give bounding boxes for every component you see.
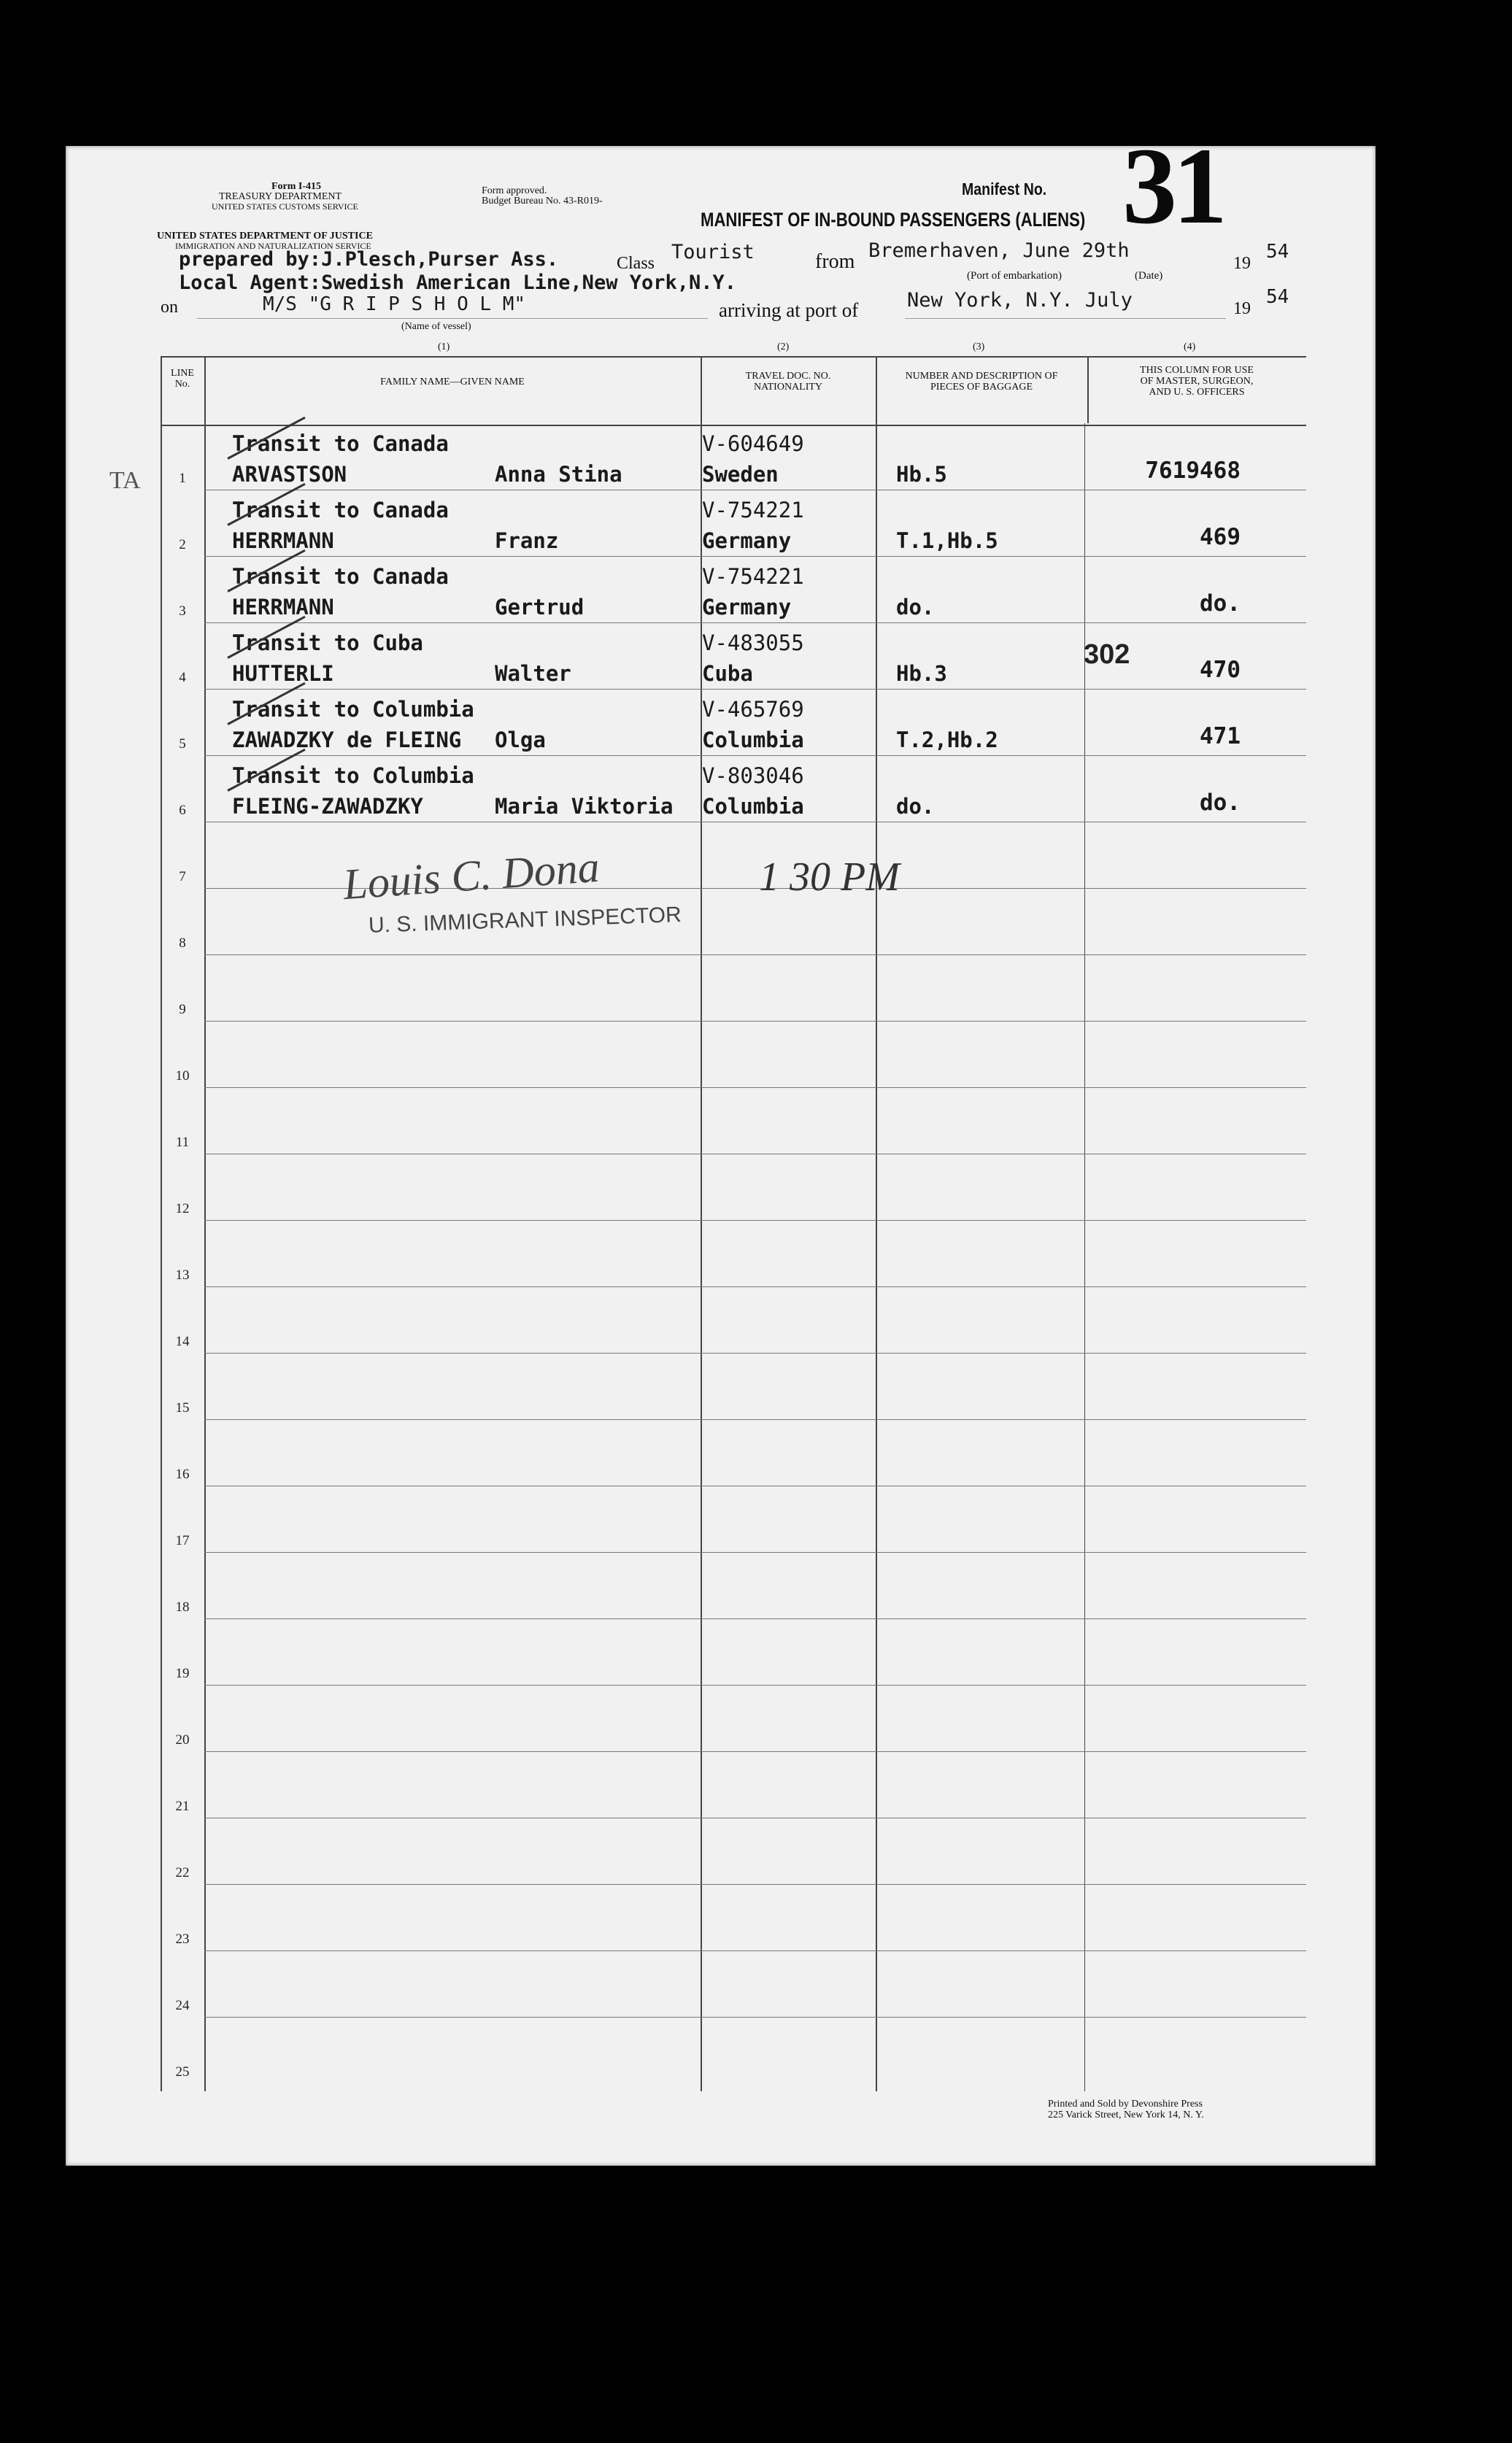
col-num-1: (1) xyxy=(438,341,450,352)
family-name: ZAWADZKY de FLEING xyxy=(232,728,462,752)
line-number: 24 xyxy=(175,1998,190,2013)
travel-doc-number: V-754221 xyxy=(702,498,804,522)
col-num-2: (2) xyxy=(777,341,790,352)
nationality: Germany xyxy=(702,595,792,620)
transit-note: Transit to Columbia xyxy=(232,763,474,788)
nationality: Columbia xyxy=(702,728,804,752)
given-name: Gertrud xyxy=(495,595,585,620)
nationality: Sweden xyxy=(702,462,779,487)
transit-note: Transit to Canada xyxy=(232,431,449,456)
line-number: 9 xyxy=(179,1002,186,1017)
officer-note: do. xyxy=(1200,790,1241,816)
line-number: 3 xyxy=(179,603,186,619)
baggage: do. xyxy=(896,794,935,819)
header-travel-doc: TRAVEL DOC. NO. NATIONALITY xyxy=(745,371,831,393)
printer-line-1: Printed and Sold by Devonshire Press xyxy=(1048,2099,1203,2110)
header-line-no: LINE No. xyxy=(171,368,194,390)
officer-mark: 302 xyxy=(1084,639,1130,670)
line-number: 2 xyxy=(179,537,186,552)
from-label: from xyxy=(815,250,855,273)
row-divider xyxy=(204,1419,1306,1420)
family-name: FLEING-ZAWADZKY xyxy=(232,794,423,819)
row-divider xyxy=(204,1751,1306,1752)
row-divider xyxy=(204,1353,1306,1354)
line-number: 23 xyxy=(175,1931,190,1947)
nationality: Cuba xyxy=(702,661,753,686)
line-number: 25 xyxy=(175,2064,190,2080)
header-name: FAMILY NAME—GIVEN NAME xyxy=(380,377,525,387)
line-number: 11 xyxy=(175,1135,190,1150)
vessel-name: M/S "G R I P S H O L M" xyxy=(263,293,526,315)
row-divider xyxy=(204,954,1306,955)
row-divider xyxy=(204,755,1306,756)
given-name: Anna Stina xyxy=(495,462,622,487)
form-approved: Form approved. xyxy=(482,185,547,196)
margin-note: TA xyxy=(109,467,141,494)
line-number: 10 xyxy=(175,1068,190,1084)
travel-doc-number: V-604649 xyxy=(702,431,804,456)
row-divider xyxy=(204,1618,1306,1619)
line-number: 19 xyxy=(175,1666,190,1681)
line-number: 17 xyxy=(175,1533,190,1548)
line-number: 13 xyxy=(175,1267,190,1283)
inspector-signature: Louis C. Dona xyxy=(342,842,601,909)
line-number: 7 xyxy=(179,869,186,884)
row-divider xyxy=(204,1087,1306,1088)
line-number: 16 xyxy=(175,1467,190,1482)
transit-note: Transit to Cuba xyxy=(232,630,423,655)
line-number: 8 xyxy=(179,935,186,951)
treasury-department: TREASURY DEPARTMENT xyxy=(219,191,342,202)
line-number: 12 xyxy=(175,1201,190,1216)
ins-label: IMMIGRATION AND NATURALIZATION SERVICE xyxy=(175,241,371,251)
printer-line-2: 225 Varick Street, New York 14, N. Y. xyxy=(1048,2110,1204,2120)
arriving-label: arriving at port of xyxy=(719,299,859,321)
header-baggage: NUMBER AND DESCRIPTION OF PIECES OF BAGGAGE xyxy=(905,371,1058,393)
row-divider xyxy=(204,1286,1306,1287)
nationality: Columbia xyxy=(702,794,804,819)
row-divider xyxy=(204,1021,1306,1022)
line-number: 20 xyxy=(175,1732,190,1748)
col-num-4: (4) xyxy=(1184,341,1196,352)
family-name: ARVASTSON xyxy=(232,462,347,487)
baggage: do. xyxy=(896,595,935,620)
line-number: 22 xyxy=(175,1865,190,1880)
officer-note: 469 xyxy=(1200,524,1241,550)
line-number: 15 xyxy=(175,1400,190,1416)
row-divider xyxy=(204,1950,1306,1951)
transit-note: Transit to Canada xyxy=(232,564,449,589)
baggage: Hb.3 xyxy=(896,661,947,686)
row-divider xyxy=(204,1685,1306,1686)
transit-note: Transit to Columbia xyxy=(232,697,474,722)
row-divider xyxy=(204,1884,1306,1885)
baggage: Hb.5 xyxy=(896,462,947,487)
year-1: 54 xyxy=(1266,241,1289,263)
line-number: 18 xyxy=(175,1599,190,1615)
officer-note: do. xyxy=(1200,590,1241,617)
officer-note: 7619468 xyxy=(1145,458,1241,484)
row-divider xyxy=(204,689,1306,690)
header-officers: THIS COLUMN FOR USE OF MASTER, SURGEON, AND U. S. OFFICERS xyxy=(1140,365,1254,398)
family-name: HUTTERLI xyxy=(232,661,334,686)
line-number: 14 xyxy=(175,1334,190,1349)
customs-service: UNITED STATES CUSTOMS SERVICE xyxy=(212,201,358,212)
officer-note: 470 xyxy=(1200,657,1241,683)
arrival-port: New York, N.Y. July xyxy=(907,289,1133,312)
transit-note: Transit to Canada xyxy=(232,498,449,522)
manifest-label: Manifest No. xyxy=(962,180,1047,198)
on-label: on xyxy=(161,298,178,317)
line-number: 21 xyxy=(175,1799,190,1814)
line-number: 1 xyxy=(179,471,186,486)
row-divider xyxy=(204,622,1306,623)
given-name: Walter xyxy=(495,661,571,686)
family-name: HERRMANN xyxy=(232,528,334,553)
given-name: Franz xyxy=(495,528,559,553)
travel-doc-number: V-465769 xyxy=(702,697,804,722)
year-2: 54 xyxy=(1266,286,1289,308)
row-divider xyxy=(204,2017,1306,2018)
local-agent: Local Agent:Swedish American Line,New York,N.Y. xyxy=(179,271,737,294)
class-label: Class xyxy=(617,254,655,273)
manifest-number: 31 xyxy=(1122,126,1223,247)
form-number: Form I-415 xyxy=(271,181,322,192)
given-name: Maria Viktoria xyxy=(495,794,674,819)
baggage: T.1,Hb.5 xyxy=(896,528,998,553)
inspector-stamp: U. S. IMMIGRANT INSPECTOR xyxy=(368,903,682,938)
row-divider xyxy=(204,1552,1306,1553)
line-number: 6 xyxy=(179,803,186,818)
year-prefix-2: 19 xyxy=(1233,299,1251,318)
form-title: MANIFEST OF IN-BOUND PASSENGERS (ALIENS) xyxy=(701,209,1086,231)
vessel-label: (Name of vessel) xyxy=(401,321,471,332)
manifest-page xyxy=(66,126,1376,2166)
baggage: T.2,Hb.2 xyxy=(896,728,998,752)
given-name: Olga xyxy=(495,728,546,752)
nationality: Germany xyxy=(702,528,792,553)
port-embarkation-label: (Port of embarkation) xyxy=(967,270,1062,282)
date-label: (Date) xyxy=(1135,270,1163,282)
budget-bureau: Budget Bureau No. 43-R019- xyxy=(482,196,603,207)
line-number: 4 xyxy=(179,670,186,685)
travel-doc-number: V-803046 xyxy=(702,763,804,788)
row-divider xyxy=(204,556,1306,557)
class-value: Tourist xyxy=(671,241,755,263)
family-name: HERRMANN xyxy=(232,595,334,620)
arrival-time: 1 30 PM xyxy=(759,854,900,900)
prepared-by: prepared by:J.Plesch,Purser Ass. xyxy=(179,248,559,271)
department-of-justice: UNITED STATES DEPARTMENT OF JUSTICE xyxy=(157,231,373,242)
travel-doc-number: V-483055 xyxy=(702,630,804,655)
year-prefix-1: 19 xyxy=(1233,254,1251,273)
line-number: 5 xyxy=(179,736,186,752)
col-num-3: (3) xyxy=(973,341,985,352)
row-divider xyxy=(204,1220,1306,1221)
travel-doc-number: V-754221 xyxy=(702,564,804,589)
officer-note: 471 xyxy=(1200,723,1241,749)
embarkation-port-date: Bremerhaven, June 29th xyxy=(868,239,1130,262)
